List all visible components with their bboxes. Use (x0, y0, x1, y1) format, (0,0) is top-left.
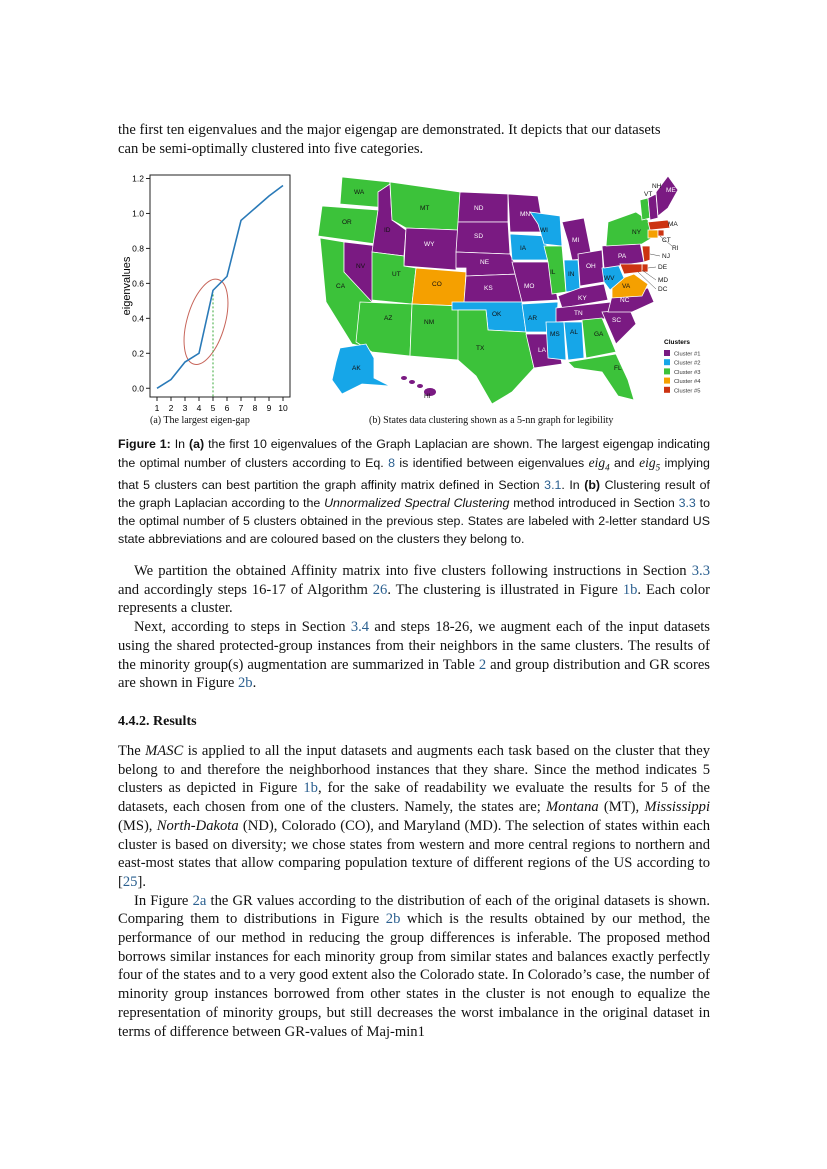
state-ct (648, 230, 658, 238)
y-tick-label: 0.4 (132, 313, 144, 324)
y-axis-label: eigenvalues (121, 256, 133, 316)
label-mo: MO (524, 283, 535, 290)
state-wy (404, 228, 458, 270)
x-tick-label: 9 (266, 403, 272, 413)
eigenvalue-series-line (157, 185, 283, 388)
label-fl: FL (614, 365, 622, 372)
eig5-math: eig$_5$ (639, 454, 661, 473)
state-ks (464, 274, 522, 302)
subcaption-a: (a) The largest eigen-gap (150, 415, 250, 426)
label-wv: WV (604, 275, 615, 282)
label-nj: NJ (662, 253, 670, 260)
body-paragraphs (118, 562, 710, 693)
state-fl (568, 354, 634, 400)
algorithm-26-link[interactable]: 26 (372, 581, 388, 598)
figure-2b-link-2[interactable]: 2b (385, 911, 401, 928)
x-tick-label: 5 (210, 403, 216, 413)
paragraph-gr-values: In Figure 2a the GR values according to the distribution of each of the original datasets is shown. Comparing them to distributions in Figure 2b which is the results obtained by our method, the performance of our method in reducing the group differences is inferable. The proposed method borrows similar instances for each minority group from similar states and balances exactly perfectly four of the states and to a very good extent also the Colorado state. In Colorado’s case, the number of minority group instances borrowed from other states in the cluster is not enough to equalize the representation of minority groups, but still decreases the worst imbalance in the original dataset in terms of difference between GR-values of Maj-min1 (118, 892, 710, 1040)
label-mn: MN (520, 211, 531, 218)
caption-label: Figure 1: (118, 437, 171, 451)
label-mt: MT (420, 205, 430, 212)
label-md: MD (658, 277, 669, 284)
eig4-math: eig$_4$ (588, 454, 610, 473)
figure-1b-link[interactable]: 1b (622, 581, 638, 598)
eq-ref-link[interactable]: 8 (388, 455, 396, 470)
legend-label-5: Cluster #5 (674, 388, 701, 395)
label-ok: OK (492, 311, 502, 318)
label-tx: TX (476, 345, 485, 352)
x-tick-label: 7 (238, 403, 244, 413)
label-ms: MS (550, 331, 560, 338)
y-tick-label: 1.0 (132, 208, 144, 219)
legend-label-4: Cluster #4 (674, 379, 701, 386)
label-la: LA (538, 347, 546, 354)
state-ri (658, 230, 664, 236)
label-vt: VT (644, 191, 653, 198)
label-wy: WY (424, 241, 435, 248)
section-3-4-link[interactable]: 3.4 (350, 619, 370, 636)
label-ma: MA (668, 221, 678, 228)
figure-caption: Figure 1: In (a) the first 10 eigenvalues of the Graph Laplacian are shown. The largest eigengap indicating the optimal number of clusters according to Eq. 8 is identified between eigenvalues eig$_4$ and eig$_5$ implying that 5 clusters can best partition the graph affinity matrix defined in Section 3.1. In (b) Clustering result of the graph Laplacian according to the Unnormalized Spectral Clustering method introduced in Section 3.3 to the optimal number of 5 clusters obtained in the previous step. States are labeled with 2-letter standard US state abbreviations and are coloured based on the clusters they belong to. (118, 437, 710, 546)
label-ga: GA (594, 331, 604, 338)
x-tick-label: 10 (278, 403, 288, 413)
label-ct: CT (662, 237, 671, 244)
label-nd: ND (474, 205, 484, 212)
legend-label-3: Cluster #3 (674, 369, 701, 376)
x-tick-label: 3 (182, 403, 188, 413)
intro-paragraph (118, 121, 710, 158)
label-co: CO (432, 281, 442, 288)
label-in: IN (568, 271, 575, 278)
label-pa: PA (618, 253, 627, 260)
legend-label-2: Cluster #2 (674, 360, 701, 367)
label-oh: OH (586, 263, 596, 270)
x-tick-label: 4 (196, 403, 202, 413)
label-de: DE (658, 264, 668, 271)
label-hi: HI (424, 393, 431, 400)
paragraph-masc: The MASC is applied to all the input datasets and augments each task based on the cluster that they belong to and therefore the neighborhood instances that they share. Since the method indicates 5 clusters as depicted in Figure 1b, for the sake of readability we evaluate the results for 5 of the datasets, each chosen from one of the clusters. Namely, the states are; Montana (MT), Mississippi (MS), North-Dakota (ND), Colorado (CO), and Maryland (MD). The selection of states within each cluster is based on diversity; we chose states from western and more central regions to northern and east-most states that allow comparing population texture of different regions of the US according to [25]. (118, 743, 711, 890)
label-ks: KS (484, 285, 493, 292)
eigenvalue-chart (112, 170, 302, 415)
label-ak: AK (352, 365, 361, 372)
label-ne: NE (480, 259, 490, 266)
label-wi: WI (540, 227, 548, 234)
label-il: IL (550, 269, 556, 276)
label-ny: NY (632, 229, 642, 236)
x-tick-label: 8 (252, 403, 258, 413)
state-al (564, 322, 584, 360)
plot-frame (150, 175, 290, 397)
label-nc: NC (620, 297, 630, 304)
y-tick-label: 0.8 (132, 243, 144, 254)
x-tick-label: 1 (154, 403, 160, 413)
label-ri: RI (672, 245, 679, 252)
figure-2a-link[interactable]: 2a (192, 892, 207, 909)
subcaption-b: (b) States data clustering shown as a 5-nn graph for legibility (369, 415, 614, 426)
label-sd: SD (474, 233, 484, 240)
legend-title: Clusters (664, 339, 691, 346)
state-hi (401, 376, 436, 396)
paragraph-augment: Next, according to steps in Section 3.4 and steps 18-26, we augment each of the input datasets using the shared protected-group instances from their neighbors in the same clusters. The results of the minority group(s) augmentation are summarized in Table 2 and group distribution and GR scores are shown in Figure 2b. (118, 619, 710, 692)
legend-swatch-5 (664, 387, 670, 393)
label-va: VA (622, 283, 631, 290)
label-ut: UT (392, 271, 401, 278)
label-or: OR (342, 219, 352, 226)
x-tick-label: 6 (224, 403, 230, 413)
state-ma (648, 220, 670, 230)
us-cluster-map (312, 172, 706, 410)
paragraph-partition: We partition the obtained Affinity matrix into five clusters following instructions in Section 3.3 and accordingly steps 16-17 of Algorithm 26. The clustering is illustrated in Figure 1b. Each color represents a cluster. (118, 563, 711, 617)
legend-swatch-2 (664, 359, 670, 365)
label-ky: KY (578, 295, 587, 302)
section-heading-results: 4.4.2. Results (118, 714, 197, 729)
label-al: AL (570, 329, 578, 336)
label-ca: CA (336, 283, 346, 290)
results-paragraphs (118, 742, 710, 1041)
label-id: ID (384, 227, 391, 234)
legend-swatch-4 (664, 378, 670, 384)
figure-2b-link[interactable]: 2b (237, 675, 253, 692)
intro-line-1: the first ten eigenvalues and the major eigengap are demonstrated. It depicts that our datasets (118, 122, 661, 138)
legend-label-1: Cluster #1 (674, 351, 701, 358)
state-me (656, 176, 678, 216)
figure-1b-link-2[interactable]: 1b (303, 780, 318, 797)
legend-swatch-1 (664, 350, 670, 356)
state-ms (546, 322, 566, 360)
section-3-3-link[interactable]: 3.3 (678, 496, 696, 511)
label-dc: DC (658, 286, 668, 293)
y-tick-label: 0.0 (132, 383, 144, 394)
label-nm: NM (424, 319, 435, 326)
y-tick-label: 0.6 (132, 278, 144, 289)
label-az: AZ (384, 315, 393, 322)
citation-25-link[interactable]: 25 (122, 873, 138, 890)
label-ia: IA (520, 245, 527, 252)
label-me: ME (666, 187, 676, 194)
section-3-3-link-2[interactable]: 3.3 (691, 563, 710, 579)
state-nm (410, 304, 460, 360)
table-2-link[interactable]: 2 (478, 656, 487, 673)
label-wa: WA (354, 189, 365, 196)
label-nv: NV (356, 263, 366, 270)
label-nh: NH (652, 183, 662, 190)
legend-swatch-3 (664, 368, 670, 374)
label-sc: SC (612, 317, 622, 324)
label-tn: TN (574, 310, 583, 317)
method-name: Unnormalized Spectral Clustering (324, 496, 510, 511)
y-tick-label: 1.2 (132, 173, 144, 184)
x-tick-label: 2 (168, 403, 174, 413)
section-3-1-link[interactable]: 3.1 (544, 478, 562, 493)
y-tick-label: 0.2 (132, 348, 144, 359)
label-ar: AR (528, 315, 538, 322)
intro-line-2: can be semi-optimally clustered into five categories. (118, 140, 424, 157)
label-mi: MI (572, 237, 580, 244)
